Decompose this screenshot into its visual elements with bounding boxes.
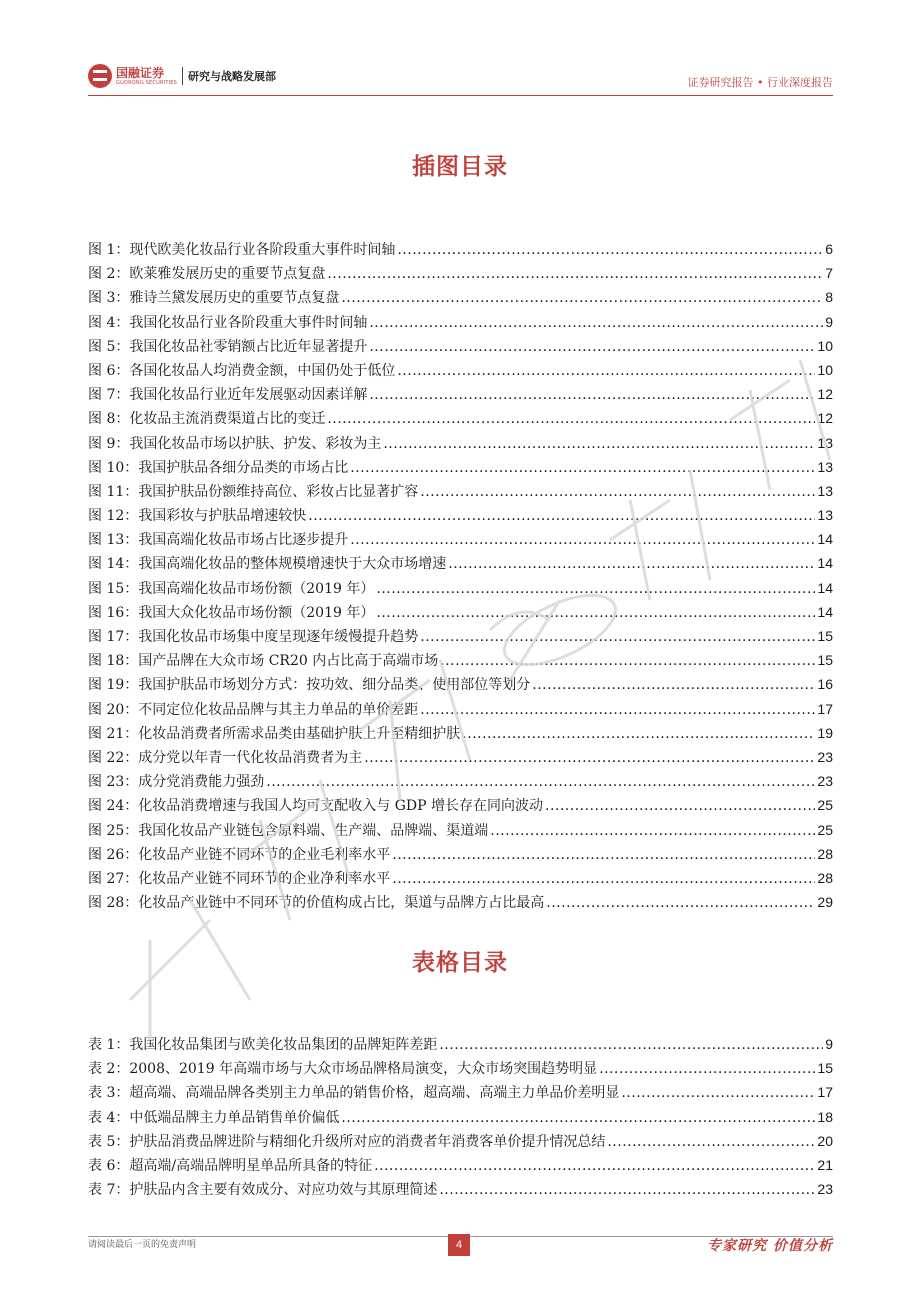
toc-entry-label: 图 19：我国护肤品市场划分方式：按功效、细分品类、使用部位等划分 <box>88 677 531 694</box>
tables-toc-entry[interactable] <box>88 1177 833 1201</box>
toc-dot-leader <box>420 698 815 722</box>
toc-entry-page: 12 <box>817 410 833 427</box>
toc-entry-label: 表 3：超高端、高端品牌各类别主力单品的销售价格，超高端、高端主力单品价差明显 <box>88 1085 620 1102</box>
toc-dot-leader <box>397 238 823 262</box>
toc-entry-label: 图 20：不同定位化妆品品牌与其主力单品的单价差距 <box>88 701 419 718</box>
toc-dot-leader <box>392 867 815 891</box>
toc-entry-page: 23 <box>817 1181 833 1198</box>
toc-entry-page: 21 <box>817 1156 833 1173</box>
toc-dot-leader <box>420 480 815 504</box>
toc-entry-page: 13 <box>817 507 833 524</box>
toc-entry-label: 图 9：我国化妆品市场以护肤、护发、彩妆为主 <box>88 435 382 452</box>
toc-dot-leader <box>621 1081 815 1105</box>
toc-entry-page: 17 <box>817 700 833 717</box>
toc-entry-label: 表 6：超高端/高端品牌明星单品所具备的特征 <box>88 1157 373 1174</box>
toc-dot-leader <box>266 770 815 794</box>
figures-toc-entry[interactable] <box>88 793 833 817</box>
toc-entry-page: 19 <box>817 724 833 741</box>
toc-entry-page: 18 <box>817 1108 833 1125</box>
figures-toc-entry[interactable] <box>88 503 833 527</box>
toc-dot-leader <box>383 432 815 456</box>
toc-dot-leader <box>341 1106 815 1130</box>
toc-entry-page: 9 <box>825 313 833 330</box>
tables-toc-entry[interactable] <box>88 1105 833 1129</box>
toc-dot-leader <box>439 1033 823 1057</box>
toc-entry-page: 16 <box>817 676 833 693</box>
page-number: 4 <box>448 1234 470 1256</box>
toc-dot-leader <box>341 286 823 310</box>
report-type: 证券研究报告 • 行业深度报告 <box>687 76 833 89</box>
toc-entry-label: 表 1：我国化妆品集团与欧美化妆品集团的品牌矩阵差距 <box>88 1037 438 1053</box>
toc-entry-label: 表 7：护肤品内含主要有效成分、对应功效与其原理简述 <box>88 1182 438 1199</box>
figures-toc-entry[interactable] <box>88 358 833 382</box>
toc-entry-label: 图 12：我国彩妆与护肤品增速较快 <box>88 508 307 525</box>
logo-name-en: GUORONG SECURITIES <box>116 79 177 86</box>
toc-dot-leader <box>369 311 823 335</box>
toc-dot-leader <box>308 504 815 528</box>
figures-toc-entry[interactable] <box>88 745 833 769</box>
toc-entry-page: 17 <box>817 1084 833 1101</box>
figures-toc-entry[interactable] <box>88 697 833 721</box>
toc-entry-label: 图 21：化妆品消费者所需求品类由基础护肤上升至精细护肤 <box>88 725 461 742</box>
figures-toc-entry[interactable] <box>88 818 833 842</box>
figures-section-title: 插图目录 <box>412 154 508 180</box>
toc-dot-leader <box>376 601 815 625</box>
tables-section-title: 表格目录 <box>412 950 508 976</box>
toc-entry-page: 23 <box>817 773 833 790</box>
toc-dot-leader <box>545 794 815 818</box>
toc-entry-page: 28 <box>817 845 833 862</box>
toc-entry-label: 图 3：雅诗兰黛发展历史的重要节点复盘 <box>88 290 340 307</box>
figures-toc-entry[interactable] <box>88 237 833 261</box>
figures-toc-entry[interactable] <box>88 624 833 648</box>
figures-toc-entry[interactable] <box>88 455 833 479</box>
toc-entry-page: 9 <box>825 1036 833 1052</box>
toc-entry-page: 7 <box>825 265 833 282</box>
figures-toc-entry[interactable] <box>88 479 833 503</box>
logo-text <box>116 67 177 86</box>
toc-entry-page: 6 <box>825 241 833 257</box>
toc-entry-page: 14 <box>817 579 833 596</box>
toc-dot-leader <box>607 1130 815 1154</box>
toc-dot-leader <box>440 649 815 673</box>
toc-entry-label: 表 4：中低端品牌主力单品销售单价偏低 <box>88 1109 340 1126</box>
toc-dot-leader <box>462 722 815 746</box>
logo-name-cn: 国融证券 <box>116 65 165 80</box>
toc-entry-page: 13 <box>817 434 833 451</box>
toc-entry-label: 图 10：我国护肤品各细分品类的市场占比 <box>88 459 349 476</box>
toc-entry-page: 20 <box>817 1132 833 1149</box>
toc-entry-label: 图 16：我国大众化妆品市场份额（2019 年） <box>88 604 375 621</box>
toc-dot-leader <box>532 673 815 697</box>
toc-dot-leader <box>599 1057 815 1081</box>
figures-toc-entry[interactable] <box>88 527 833 551</box>
toc-dot-leader <box>369 383 815 407</box>
toc-entry-page: 14 <box>817 531 833 548</box>
toc-entry-label: 图 22：成分党以年青一代化妆品消费者为主 <box>88 749 363 766</box>
toc-dot-leader <box>350 456 815 480</box>
toc-entry-page: 29 <box>817 894 833 911</box>
tables-toc-entry[interactable] <box>88 1032 833 1056</box>
toc-dot-leader <box>350 528 815 552</box>
tables-toc-entry[interactable] <box>88 1129 833 1153</box>
page-header <box>88 62 833 96</box>
figures-toc-entry[interactable] <box>88 721 833 745</box>
toc-dot-leader <box>439 1178 815 1202</box>
toc-entry-page: 13 <box>817 482 833 499</box>
toc-entry-label: 图 6：各国化妆品人均消费金额，中国仍处于低位 <box>88 362 396 379</box>
toc-dot-leader <box>448 552 815 576</box>
toc-entry-label: 图 11：我国护肤品份额维持高位、彩妆占比显著扩容 <box>88 483 419 500</box>
logo-mark-icon <box>88 64 112 88</box>
toc-entry-label: 图 14：我国高端化妆品的整体规模增速快于大众市场增速 <box>88 556 447 573</box>
figures-toc-entry[interactable] <box>88 431 833 455</box>
figures-toc-list <box>88 237 833 914</box>
toc-entry-label: 图 8：化妆品主流消费渠道占比的变迁 <box>88 411 326 428</box>
tables-toc-entry[interactable] <box>88 1080 833 1104</box>
figures-toc-entry[interactable] <box>88 600 833 624</box>
toc-entry-label: 表 5：护肤品消费品牌进阶与精细化升级所对应的消费者年消费客单价提升情况总结 <box>88 1133 606 1150</box>
toc-dot-leader <box>420 625 815 649</box>
toc-dot-leader <box>490 819 815 843</box>
toc-entry-page: 23 <box>817 748 833 765</box>
toc-entry-label: 图 27：化妆品产业链不同环节的企业净利率水平 <box>88 870 391 887</box>
toc-entry-label: 图 7：我国化妆品行业近年发展驱动因素详解 <box>88 387 368 404</box>
tables-toc-entry[interactable] <box>88 1153 833 1177</box>
footer-slogan: 专家研究 价值分析 <box>707 1238 833 1254</box>
toc-dot-leader <box>327 407 815 431</box>
toc-dot-leader <box>397 359 815 383</box>
toc-dot-leader <box>374 1154 815 1178</box>
figures-toc-entry[interactable] <box>88 382 833 406</box>
toc-entry-label: 图 5：我国化妆品社零销额占比近年显著提升 <box>88 338 368 355</box>
figures-toc-entry[interactable] <box>88 406 833 430</box>
tables-toc-list <box>88 1032 833 1201</box>
toc-entry-label: 图 18：国产品牌在大众市场 CR20 内占比高于高端市场 <box>88 653 439 670</box>
toc-entry-label: 图 24：化妆品消费增速与我国人均可支配收入与 GDP 增长存在同向波动 <box>88 798 543 815</box>
toc-entry-label: 图 23：成分党消费能力强劲 <box>88 774 265 791</box>
toc-entry-label: 图 28：化妆品产业链中不同环节的价值构成占比，渠道与品牌方占比最高 <box>88 895 545 912</box>
toc-entry-page: 25 <box>817 821 833 838</box>
toc-entry-page: 25 <box>817 797 833 814</box>
figures-toc-entry[interactable] <box>88 551 833 575</box>
toc-dot-leader <box>546 891 815 915</box>
toc-dot-leader <box>369 335 815 359</box>
department-name: 研究与战略发展部 <box>187 70 276 83</box>
toc-dot-leader <box>376 577 815 601</box>
toc-entry-label: 图 25：我国化妆品产业链包含原料端、生产端、品牌端、渠道端 <box>88 822 489 839</box>
figures-toc-entry[interactable] <box>88 890 833 914</box>
figures-toc-entry[interactable] <box>88 769 833 793</box>
toc-entry-page: 10 <box>817 337 833 354</box>
toc-entry-page: 14 <box>817 603 833 620</box>
toc-entry-label: 图 1：现代欧美化妆品行业各阶段重大事件时间轴 <box>88 242 396 258</box>
toc-entry-label: 图 2：欧莱雅发展历史的重要节点复盘 <box>88 266 326 283</box>
toc-entry-page: 10 <box>817 361 833 378</box>
toc-entry-page: 8 <box>825 289 833 306</box>
toc-dot-leader <box>364 746 815 770</box>
toc-entry-page: 14 <box>817 555 833 572</box>
toc-entry-label: 图 26：化妆品产业链不同环节的企业毛利率水平 <box>88 846 391 863</box>
toc-entry-page: 15 <box>817 1060 833 1077</box>
page-footer <box>88 1236 833 1266</box>
toc-entry-page: 15 <box>817 628 833 644</box>
company-logo <box>88 64 276 88</box>
toc-entry-page: 15 <box>817 652 833 669</box>
toc-dot-leader <box>327 262 823 286</box>
toc-entry-page: 12 <box>817 386 833 403</box>
figures-toc-entry[interactable] <box>88 866 833 890</box>
toc-entry-page: 28 <box>817 869 833 886</box>
figures-toc-entry[interactable] <box>88 672 833 696</box>
toc-entry-label: 图 4：我国化妆品行业各阶段重大事件时间轴 <box>88 314 368 331</box>
figures-toc-entry[interactable] <box>88 261 833 285</box>
toc-entry-label: 图 15：我国高端化妆品市场份额（2019 年） <box>88 580 375 597</box>
figures-toc-entry[interactable] <box>88 310 833 334</box>
toc-entry-label: 表 2：2008、2019 年高端市场与大众市场品牌格局演变，大众市场突围趋势明显 <box>88 1061 598 1078</box>
tables-toc-entry[interactable] <box>88 1056 833 1080</box>
toc-entry-page: 13 <box>817 458 833 475</box>
figures-toc-entry[interactable] <box>88 576 833 600</box>
figures-toc-entry[interactable] <box>88 648 833 672</box>
disclaimer-note: 请阅读最后一页的免责声明 <box>88 1240 197 1250</box>
toc-dot-leader <box>392 843 815 867</box>
figures-toc-entry[interactable] <box>88 842 833 866</box>
figures-toc-entry[interactable] <box>88 285 833 309</box>
figures-toc-entry[interactable] <box>88 334 833 358</box>
toc-entry-label: 图 13：我国高端化妆品市场占比逐步提升 <box>88 532 349 549</box>
toc-entry-label: 图 17：我国化妆品市场集中度呈现逐年缓慢提升趋势 <box>88 629 419 645</box>
logo-divider <box>182 67 183 85</box>
